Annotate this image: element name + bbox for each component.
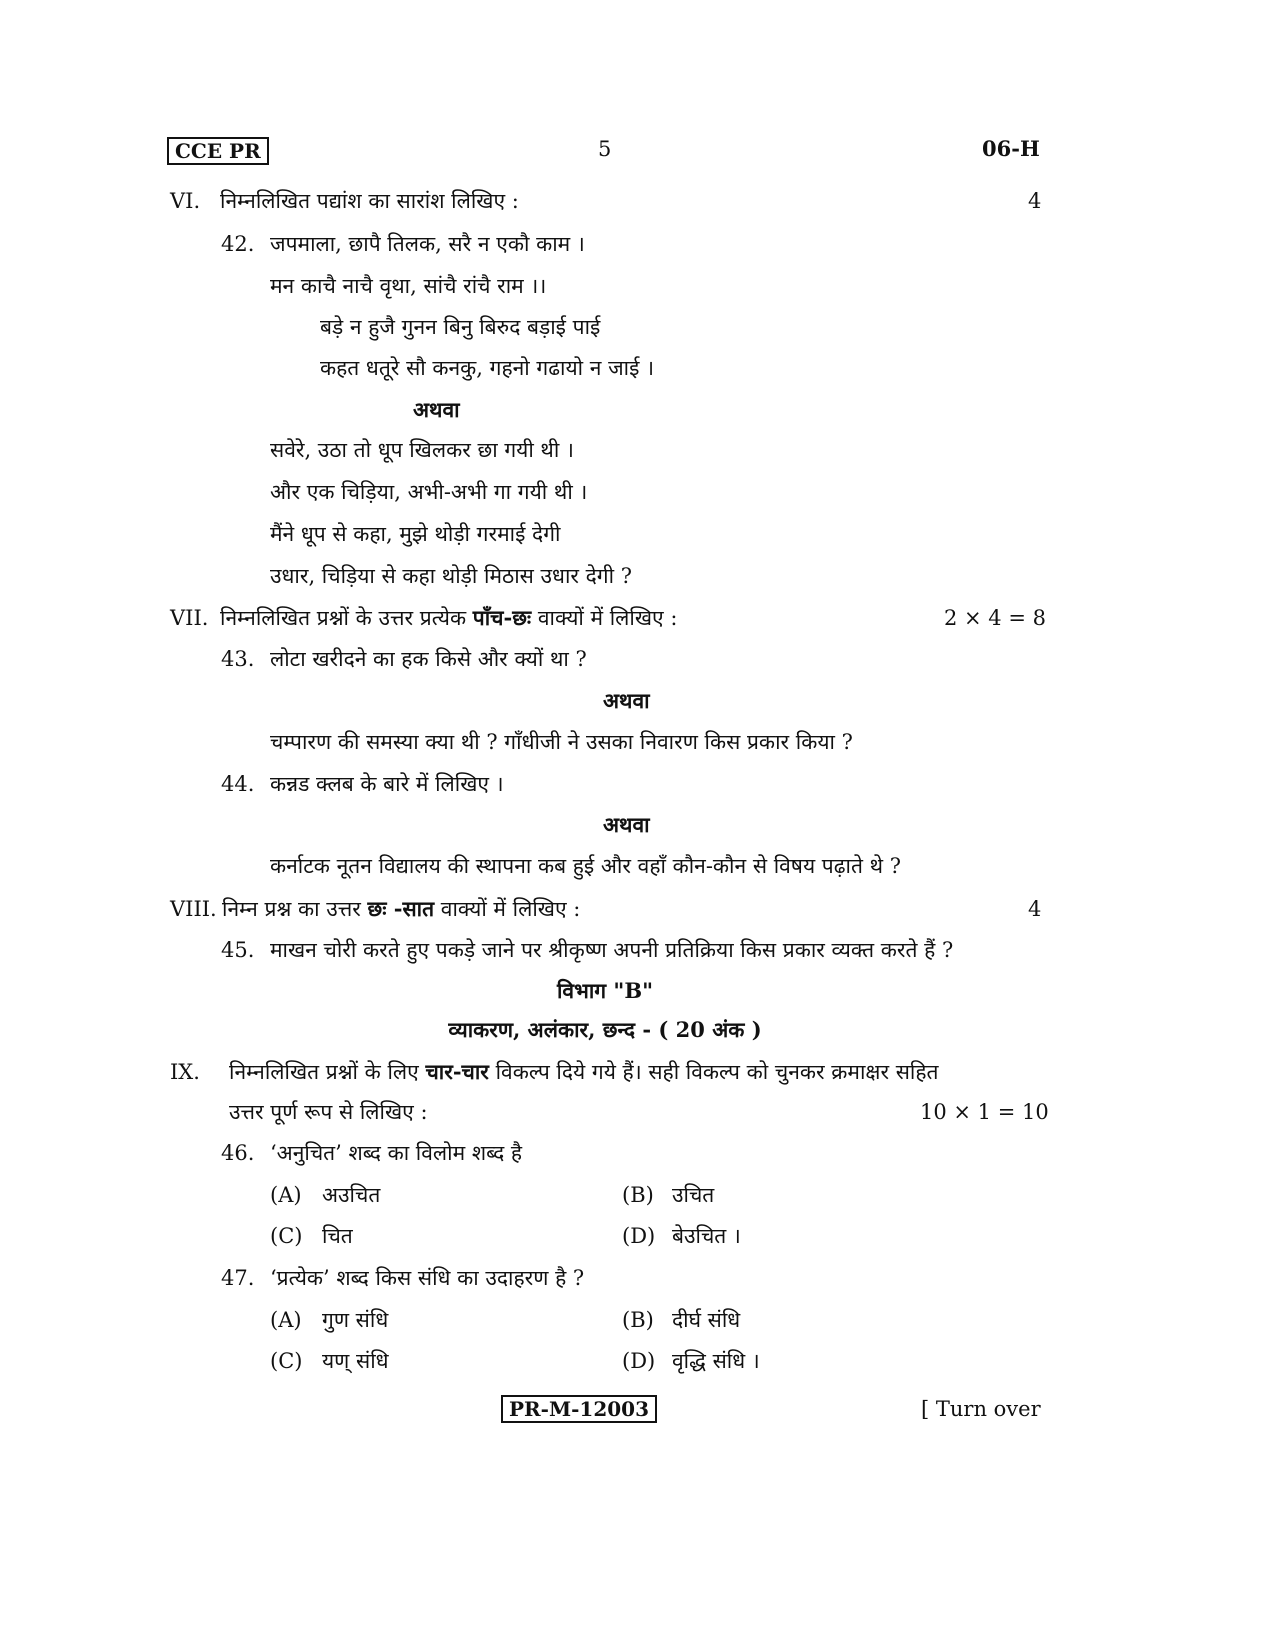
option-text: उचित <box>672 1183 715 1207</box>
option-label: (B) <box>622 1183 654 1207</box>
q44-alt-text: कर्नाटक नूतन विद्यालय की स्थापना कब हुई और वहाँ कौन-कौन से विषय पढ़ाते थे ? <box>270 854 901 878</box>
q45-text: माखन चोरी करते हुए पकड़े जाने पर श्रीकृष्ण अपनी प्रतिक्रिया किस प्रकार व्यक्त करते हैं ? <box>270 938 954 962</box>
section-viii-marks: 4 <box>1028 897 1042 921</box>
poem-line: जपमाला, छापै तिलक, सरै न एकौ काम । <box>270 232 585 256</box>
section-ix-number: IX. <box>170 1060 200 1084</box>
q44-number: 44. <box>221 772 255 796</box>
poem-line: बड़े न हुजै गुनन बिनु बिरुद बड़ाई पाई <box>320 315 601 339</box>
poem-line: मैंने धूप से कहा, मुझे थोड़ी गरमाई देगी <box>270 522 561 546</box>
or-separator: अथवा <box>603 688 650 713</box>
option-text: दीर्घ संधि <box>672 1308 741 1332</box>
section-vii-number: VII. <box>170 606 209 630</box>
page-number: 5 <box>598 137 612 161</box>
q42-number: 42. <box>221 232 255 256</box>
q43-alt-text: चम्पारण की समस्या क्या थी ? गाँधीजी ने उसका निवारण किस प्रकार किया ? <box>270 730 853 754</box>
poem-line: कहत धतूरे सौ कनकु, गहनो गढायो न जाई । <box>320 356 655 380</box>
poem-line: सवेरे, उठा तो धूप खिलकर छा गयी थी । <box>270 438 574 462</box>
q43-number: 43. <box>221 647 255 671</box>
option-text: गुण संधि <box>322 1308 389 1332</box>
poem-line: उधार, चिड़िया से कहा थोड़ी मिठास उधार देगी ? <box>270 564 632 588</box>
q47-text: ‘प्रत्येक’ शब्द किस संधि का उदाहरण है ? <box>270 1266 585 1290</box>
option-label: (D) <box>622 1349 656 1373</box>
section-ix-marks: 10 × 1 = 10 <box>920 1100 1049 1124</box>
turn-over-note: [ Turn over <box>921 1397 1041 1421</box>
section-vi-number: VI. <box>170 189 201 213</box>
section-vi-title: निम्नलिखित पद्यांश का सारांश लिखिए : <box>220 189 519 213</box>
or-separator: अथवा <box>603 812 650 837</box>
option-text: वृद्धि संधि । <box>672 1349 760 1373</box>
footer-paper-code: PR-M-12003 <box>501 1395 657 1423</box>
section-viii-title: निम्न प्रश्न का उत्तर छः -सात वाक्यों में लिखिए : <box>222 896 581 921</box>
q43-text: लोटा खरीदने का हक किसे और क्यों था ? <box>270 647 587 671</box>
option-label: (A) <box>270 1308 302 1332</box>
q45-number: 45. <box>221 938 255 962</box>
poem-line: मन काचै नाचै वृथा, सांचै रांचै राम ।। <box>270 274 547 298</box>
option-label: (C) <box>270 1224 303 1248</box>
paper-code-left: CCE PR <box>167 137 269 165</box>
poem-line: और एक चिड़िया, अभी-अभी गा गयी थी । <box>270 480 588 504</box>
section-viii-number: VIII. <box>170 897 217 921</box>
option-label: (C) <box>270 1349 303 1373</box>
option-text: चित <box>322 1224 353 1248</box>
option-label: (B) <box>622 1308 654 1332</box>
option-text: यण् संधि <box>322 1349 389 1373</box>
q46-text: ‘अनुचित’ शब्द का विलोम शब्द है <box>270 1141 523 1165</box>
option-text: बेउचित । <box>672 1224 741 1248</box>
part-b-subtitle: व्याकरण, अलंकार, छन्द - ( 20 अंक ) <box>448 1017 762 1042</box>
option-label: (D) <box>622 1224 656 1248</box>
section-ix-title-line2: उत्तर पूर्ण रूप से लिखिए : <box>229 1100 428 1124</box>
q47-number: 47. <box>221 1266 255 1290</box>
section-vi-marks: 4 <box>1028 189 1042 213</box>
section-ix-title: निम्नलिखित प्रश्नों के लिए चार-चार विकल्प दिये गये हैं। सही विकल्प को चुनकर क्रमाक्षर सहित <box>229 1059 939 1084</box>
or-separator: अथवा <box>413 397 460 422</box>
section-vii-title: निम्नलिखित प्रश्नों के उत्तर प्रत्येक पाँच-छः वाक्यों में लिखिए : <box>220 605 678 630</box>
section-vii-marks: 2 × 4 = 8 <box>944 606 1046 630</box>
part-b-title: विभाग "B" <box>556 978 654 1003</box>
paper-code-right: 06-H <box>982 136 1040 161</box>
q44-text: कन्नड क्लब के बारे में लिखिए । <box>270 772 504 796</box>
option-label: (A) <box>270 1183 302 1207</box>
option-text: अउचित <box>322 1183 381 1207</box>
q46-number: 46. <box>221 1141 255 1165</box>
